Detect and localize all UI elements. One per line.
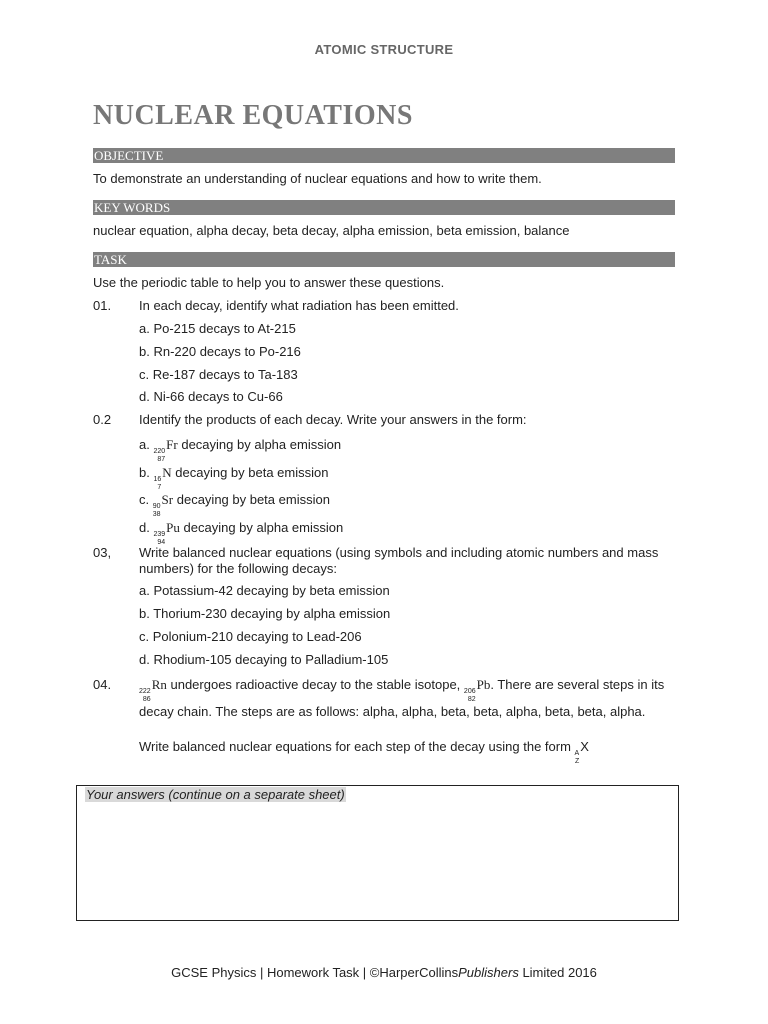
- atomic-number: 7: [157, 484, 162, 491]
- list-item: [139, 492, 330, 519]
- question-text-1: In each decay, identify what radiation has been emitted.: [139, 298, 459, 313]
- instruction-text: Write balanced nuclear equations for each step of the decay using the form: [139, 739, 571, 754]
- atomic-number: 82: [467, 696, 476, 703]
- mass-number: 239: [153, 531, 166, 538]
- mass-number: 16: [153, 476, 162, 483]
- element-symbol: Pu: [166, 520, 180, 535]
- element-symbol: Pb: [476, 677, 491, 692]
- atomic-number: 38: [152, 511, 161, 518]
- list-item: [139, 465, 328, 492]
- mass-number: 222: [139, 688, 151, 695]
- task-intro: Use the periodic table to help you to answer these questions.: [93, 275, 445, 290]
- list-item: c. Re-187 decays to Ta-183: [139, 367, 298, 382]
- list-item: [139, 520, 343, 547]
- page-title: NUCLEAR EQUATIONS: [93, 100, 413, 131]
- footer-publisher: Publishers: [458, 965, 519, 980]
- section-header: ATOMIC STRUCTURE: [314, 42, 454, 57]
- atomic-number: 87: [157, 456, 166, 463]
- question-text-part: undergoes radioactive decay to the stable isotope,: [170, 677, 461, 692]
- nuclide-symbol: [464, 677, 490, 704]
- element-symbol: Sr: [161, 492, 174, 507]
- item-text: decaying by beta emission: [175, 465, 329, 480]
- nuclide-symbol: [139, 677, 167, 704]
- item-prefix: c.: [139, 492, 150, 507]
- nuclide-symbol: [153, 492, 173, 519]
- item-prefix: b.: [139, 465, 150, 480]
- item-prefix: a.: [139, 437, 150, 452]
- element-symbol: N: [162, 465, 172, 480]
- footer-text-end: Limited 2016: [518, 965, 597, 980]
- item-prefix: d.: [139, 520, 150, 535]
- atomic-number: 94: [157, 539, 166, 546]
- element-symbol: Fr: [166, 437, 178, 452]
- mass-number: A: [574, 750, 580, 757]
- question-text-4: [139, 677, 675, 720]
- list-item: a. Potassium-42 decaying by beta emission: [139, 583, 390, 598]
- item-text: decaying by alpha emission: [183, 520, 344, 535]
- item-text: decaying by beta emission: [176, 492, 330, 507]
- footer: [0, 965, 768, 980]
- objective-heading: OBJECTIVE: [93, 148, 675, 163]
- element-symbol: Rn: [151, 677, 167, 692]
- objective-text: To demonstrate an understanding of nuclear equations and how to write them.: [93, 171, 542, 186]
- task-heading: TASK: [93, 252, 675, 267]
- answers-box[interactable]: [76, 785, 679, 921]
- question-number-2: 0.2: [93, 412, 112, 427]
- mass-number: 90: [152, 503, 161, 510]
- item-text: decaying by alpha emission: [181, 437, 342, 452]
- footer-text: GCSE Physics | Homework Task | ©HarperCollins: [171, 965, 459, 980]
- question-text-3: Write balanced nuclear equations (using symbols and including atomic numbers and mass numbers) for the following decays:: [139, 545, 659, 576]
- list-item: [139, 437, 341, 464]
- question-text-2: Identify the products of each decay. Write your answers in the form:: [139, 412, 527, 427]
- atomic-number: Z: [574, 758, 580, 765]
- question-number-3: 03,: [93, 545, 112, 560]
- keywords-heading: KEY WORDS: [93, 200, 675, 215]
- answers-label: Your answers (continue on a separate sheet): [86, 787, 345, 802]
- question-instruction-4: [139, 739, 589, 766]
- keywords-text: nuclear equation, alpha decay, beta decay, alpha emission, beta emission, balance: [93, 223, 570, 238]
- list-item: c. Polonium-210 decaying to Lead-206: [139, 629, 362, 644]
- list-item: b. Rn-220 decays to Po-216: [139, 344, 301, 359]
- atomic-number: 86: [142, 696, 151, 703]
- question-text-part: . There are several steps in its decay chain. The steps are as follows: alpha, alpha, beta, beta, alpha, beta, beta, alpha.: [139, 677, 665, 719]
- list-item: d. Ni-66 decays to Cu-66: [139, 389, 283, 404]
- nuclide-symbol: [153, 465, 171, 492]
- nuclide-symbol: [153, 520, 179, 547]
- question-number-4: 04.: [93, 677, 112, 692]
- list-item: a. Po-215 decays to At-215: [139, 321, 296, 336]
- list-item: d. Rhodium-105 decaying to Palladium-105: [139, 652, 389, 667]
- question-number-1: 01.: [93, 298, 112, 313]
- mass-number: 206: [463, 688, 476, 695]
- mass-number: 220: [153, 448, 166, 455]
- nuclide-symbol: [153, 437, 177, 464]
- list-item: b. Thorium-230 decaying by alpha emission: [139, 606, 391, 621]
- element-symbol: X: [580, 739, 589, 754]
- nuclide-form: [575, 739, 589, 766]
